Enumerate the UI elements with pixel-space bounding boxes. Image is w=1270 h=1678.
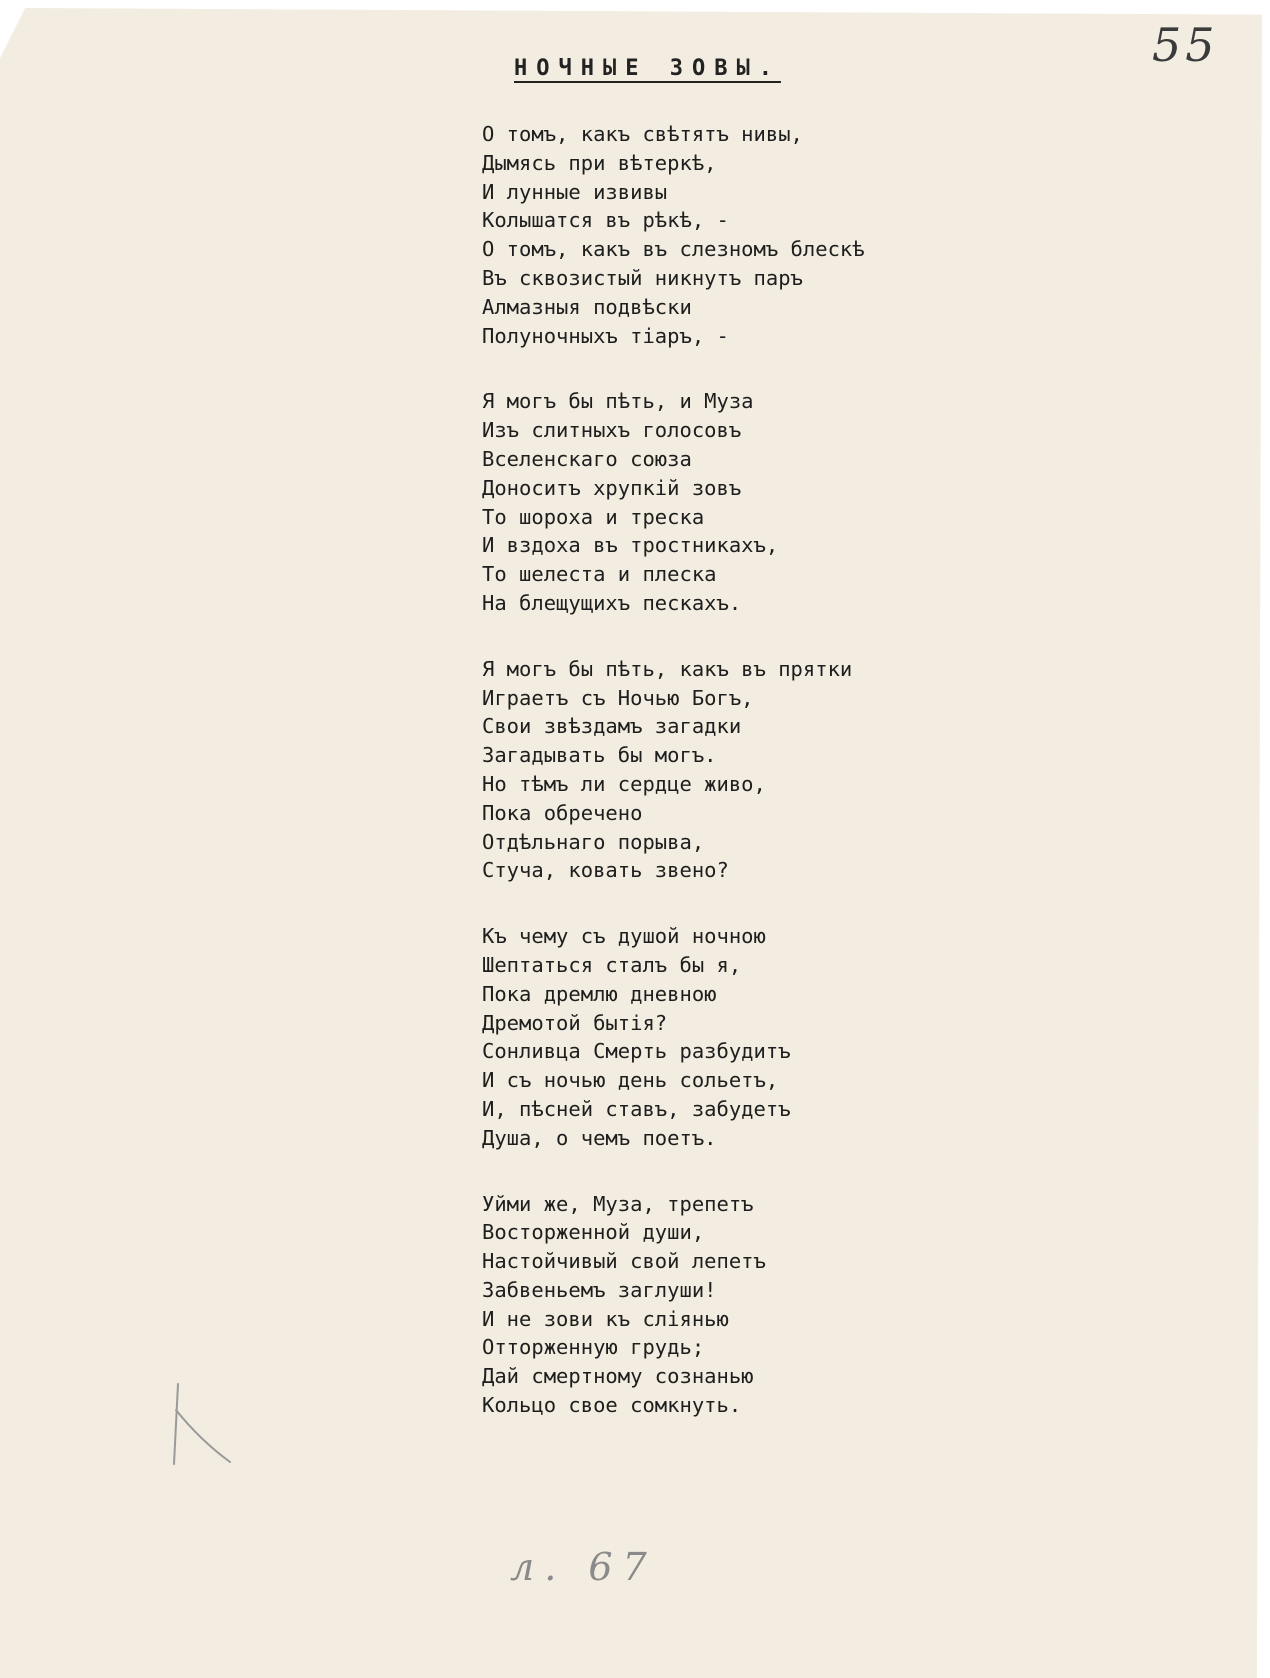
poem-line: Уйми же, Муза, трепетъ bbox=[482, 1191, 754, 1216]
pencil-margin-mark bbox=[170, 1380, 250, 1470]
stanza-divider bbox=[482, 618, 865, 655]
poem-line: Полуночныхъ тіаръ, - bbox=[482, 323, 729, 348]
poem-line: Пока обречено bbox=[482, 800, 643, 825]
poem-line: То шелеста и плеска bbox=[482, 562, 717, 587]
poem-line: Настойчивый свой лепетъ bbox=[482, 1249, 766, 1274]
poem-body bbox=[482, 120, 865, 1420]
poem-line: Играетъ съ Ночью Богъ, bbox=[482, 685, 754, 710]
poem-line: Къ чему съ душой ночною bbox=[482, 924, 766, 949]
poem-line: Забвеньемъ заглуши! bbox=[482, 1277, 717, 1302]
poem-line: Загадывать бы могъ. bbox=[482, 743, 717, 768]
poem-line: Дай смертному сознанью bbox=[482, 1364, 754, 1389]
stanza bbox=[482, 655, 865, 885]
poem-line: Изъ слитныхъ голосовъ bbox=[482, 418, 742, 443]
poem-line: И не зови къ сліянью bbox=[482, 1306, 729, 1331]
archive-folio-mark: л. 67 bbox=[510, 1545, 657, 1589]
poem-line: Я могъ бы пѣть, какъ въ прятки bbox=[482, 656, 853, 681]
poem-title: НОЧНЫЕ ЗОВЫ. bbox=[514, 56, 781, 81]
stanza-divider bbox=[482, 350, 865, 387]
poem-line: Шептаться сталъ бы я, bbox=[482, 952, 742, 977]
page-number: 55 bbox=[1152, 18, 1219, 72]
poem-line: И вздоха въ тростникахъ, bbox=[482, 533, 779, 558]
poem-line: Доноситъ хрупкій зовъ bbox=[482, 475, 742, 500]
poem-line: Отдѣльнаго порыва, bbox=[482, 829, 705, 854]
poem-line: И лунные извивы bbox=[482, 179, 668, 204]
poem-line: Сонливца Смерть разбудитъ bbox=[482, 1039, 791, 1064]
poem-line: Но тѣмъ ли сердце живо, bbox=[482, 771, 766, 796]
poem-line: О томъ, какъ въ слезномъ блескѣ bbox=[482, 237, 865, 262]
poem-line: Колышатся въ рѣкѣ, - bbox=[482, 208, 729, 233]
poem-line: Вселенскаго союза bbox=[482, 446, 692, 471]
poem-line: И, пѣсней ставъ, забудетъ bbox=[482, 1096, 791, 1121]
stanza bbox=[482, 1190, 865, 1420]
stanza-divider bbox=[482, 1153, 865, 1190]
poem-line: Я могъ бы пѣть, и Муза bbox=[482, 389, 754, 414]
poem-line: Отторженную грудь; bbox=[482, 1335, 705, 1360]
poem-line: Дремотой бытія? bbox=[482, 1010, 668, 1035]
poem-line: Восторженной души, bbox=[482, 1220, 705, 1245]
poem-line: То шороха и треска bbox=[482, 504, 705, 529]
poem-line: Дымясь при вѣтеркѣ, bbox=[482, 150, 717, 175]
stanza bbox=[482, 120, 865, 350]
stanza bbox=[482, 922, 865, 1152]
poem-line: Пока дремлю дневною bbox=[482, 981, 717, 1006]
poem-line: И съ ночью день сольетъ, bbox=[482, 1068, 779, 1093]
poem-line: Въ сквозистый никнутъ паръ bbox=[482, 265, 803, 290]
poem-line: Свои звѣздамъ загадки bbox=[482, 714, 742, 739]
stanza-divider bbox=[482, 885, 865, 922]
stanza bbox=[482, 387, 865, 617]
poem-line: Алмазныя подвѣски bbox=[482, 294, 692, 319]
poem-line: Кольцо свое сомкнуть. bbox=[482, 1393, 742, 1418]
poem-line: На блещущихъ пескахъ. bbox=[482, 590, 742, 615]
poem-line: О томъ, какъ свѣтятъ нивы, bbox=[482, 122, 803, 146]
poem-line: Душа, о чемъ поетъ. bbox=[482, 1125, 717, 1150]
poem-line: Стуча, ковать звено? bbox=[482, 858, 729, 883]
